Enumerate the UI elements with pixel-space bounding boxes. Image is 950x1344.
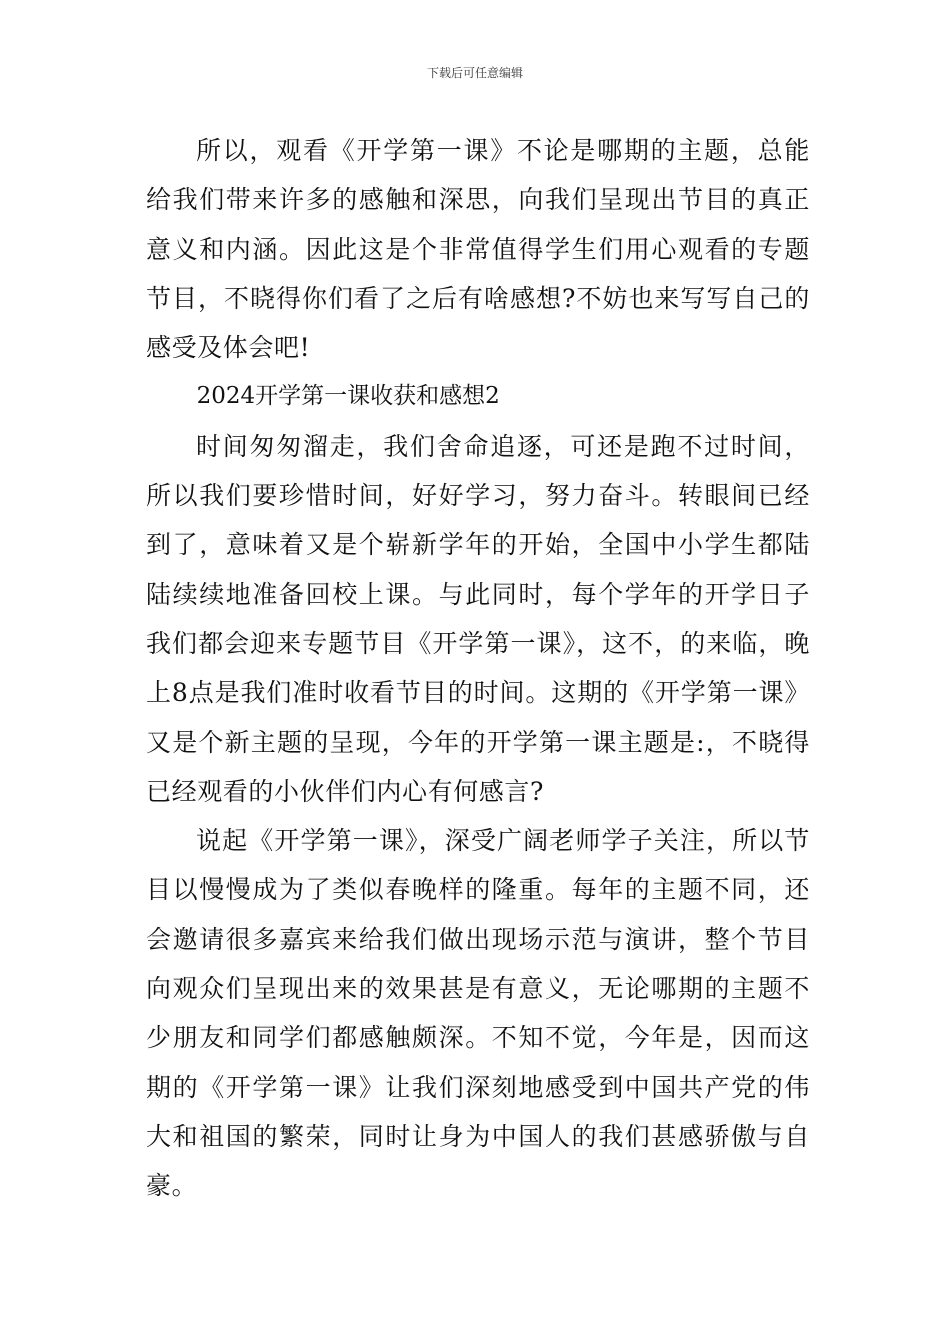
paragraph-3: 说起《开学第一课》，深受广阔老师学子关注，所以节目以慢慢成为了类似春晚样的隆重。每年的主题不同，还会邀请很多嘉宾来给我们做出现场示范与演讲，整个节目向观众们呈现出来的效果甚是有意义，无论哪期的主题不少朋友和同学们都感触颇深。不知不觉，今年是，因而这期的《开学第一课》让我们深刻地感受到中国共产党的伟大和祖国的繁荣，同时让身为中国人的我们甚感骄傲与自豪。 xyxy=(146,826,810,1201)
section-heading: 2024开学第一课收获和感想2 xyxy=(196,383,500,410)
paragraph-2: 时间匆匆溜走，我们舍命追逐，可还是跑不过时间，所以我们要珍惜时间，好好学习，努力奋斗。转眼间已经到了，意味着又是个崭新学年的开始，全国中小学生都陆陆续续地准备回校上课。与此同时，每个学年的开学日子我们都会迎来专题节目《开学第一课》，这不，的来临，晚上8点是我们准时收看节目的时间。这期的《开学第一课》又是个新主题的呈现，今年的开学第一课主题是:，不晓得已经观看的小伙伴们内心有何感言? xyxy=(146,431,810,806)
paragraph-1: 所以，观看《开学第一课》不论是哪期的主题，总能给我们带来许多的感触和深思，向我们呈现出节目的真正意义和内涵。因此这是个非常值得学生们用心观看的专题节目，不晓得你们看了之后有啥感想?不妨也来写写自己的感受及体会吧! xyxy=(146,136,810,363)
document-body xyxy=(146,126,810,1211)
header-note: 下载后可任意编辑 xyxy=(426,66,523,80)
